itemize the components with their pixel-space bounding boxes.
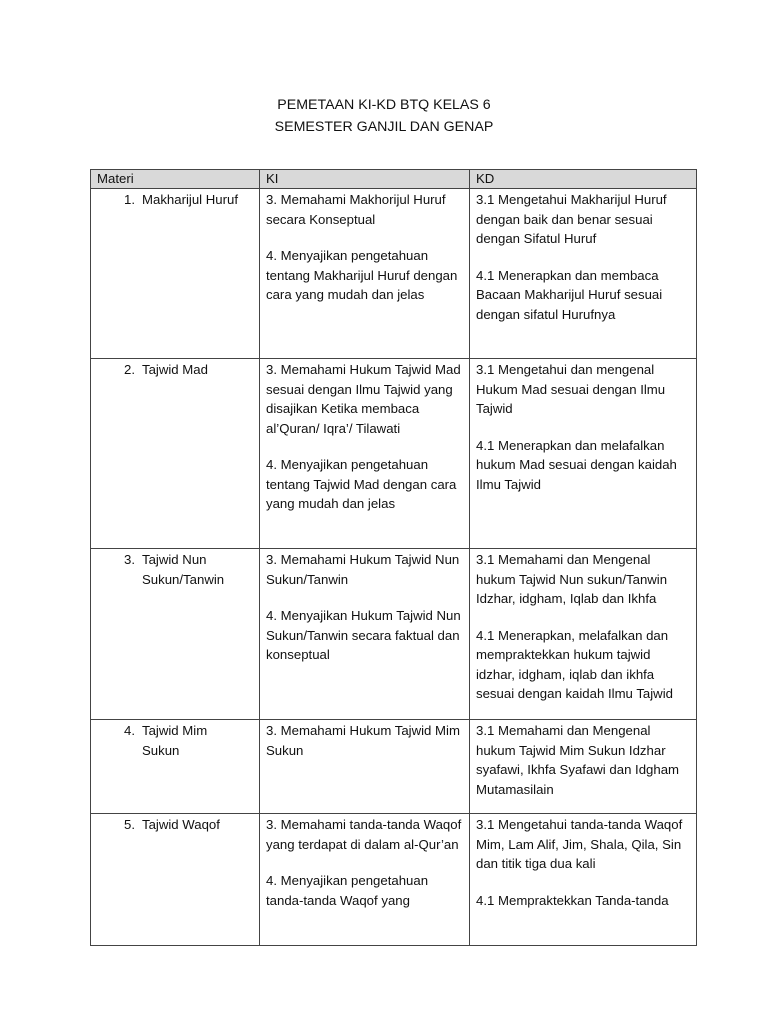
ki-cell: [260, 814, 470, 946]
ki-item: 3. Memahami Makhorijul Huruf secara Konseptual: [266, 192, 446, 227]
materi-cell: [91, 359, 260, 549]
kd-item: Mim, Lam Alif, Jim, Shala, Qila, Sin dan titik tiga dua kali: [476, 836, 682, 871]
row-number: 4.: [124, 723, 135, 738]
kd-item: 3.1 Mengetahui Makharijul Huruf dengan baik dan benar sesuai dengan Sifatul Huruf: [476, 192, 667, 246]
table-header-row: [91, 170, 697, 189]
kd-item: 4.1 Menerapkan dan melafalkan hukum Mad sesuai dengan kaidah Ilmu Tajwid: [476, 437, 677, 492]
kd-cell: [470, 189, 697, 359]
kd-cell: [470, 814, 697, 946]
ki-item: 3. Memahami Hukum Tajwid Mad sesuai dengan Ilmu Tajwid yang disajikan Ketika membaca al’Quran/ Iqra’/ Tilawati: [266, 362, 461, 436]
kd-item: 4.1 Mempraktekkan Tanda-tanda: [476, 892, 669, 908]
row-number: 1.: [124, 192, 135, 207]
header-ki: KI: [260, 170, 470, 189]
ki-item: 4. Menyajikan Hukum Tajwid Nun Sukun/Tanwin secara faktual dan konseptual: [266, 608, 461, 662]
ki-item: 3. Memahami Hukum Tajwid Mim Sukun: [266, 723, 460, 758]
materi-name: Tajwid Mim Sukun: [142, 723, 208, 758]
kd-item: 3.1 Mengetahui dan mengenal Hukum Mad sesuai dengan Ilmu Tajwid: [476, 362, 666, 416]
ki-item: 4. Menyajikan pengetahuan tentang Makharijul Huruf dengan cara yang mudah dan jelas: [266, 248, 458, 302]
ki-item: 3. Memahami Hukum Tajwid Nun Sukun/Tanwin: [266, 552, 460, 587]
kd-item: 3.1 Memahami dan Mengenal hukum Tajwid Nun sukun/Tanwin Idzhar, idgham, Iqlab dan Ikhfa: [476, 552, 668, 606]
kd-item: 4.1 Menerapkan dan membaca Bacaan Makharijul Huruf sesuai dengan sifatul Hurufnya: [476, 267, 663, 322]
ki-kd-table: [90, 169, 697, 946]
kd-item: 3.1 Memahami dan Mengenal hukum Tajwid Mim Sukun Idzhar syafawi, Ikhfa Syafawi dan Idgham Mutamasilain: [476, 723, 680, 797]
kd-cell: [470, 549, 697, 720]
materi-name: Tajwid Mad: [142, 362, 208, 377]
ki-cell: [260, 359, 470, 549]
table-row: [91, 720, 697, 814]
ki-item: 4. Menyajikan pengetahuan tentang Tajwid Mad dengan cara yang mudah dan jelas: [266, 457, 457, 511]
kd-item: 3.1 Mengetahui tanda-tanda Waqof: [476, 817, 683, 832]
ki-cell: [260, 720, 470, 814]
table-row: [91, 549, 697, 720]
materi-cell: [91, 720, 260, 814]
ki-item: 3. Memahami tanda-tanda Waqof yang terdapat di dalam al-Qur’an: [266, 817, 462, 852]
row-number: 5.: [124, 817, 135, 832]
kd-cell: [470, 720, 697, 814]
ki-cell: [260, 189, 470, 359]
kd-item: 4.1 Menerapkan, melafalkan dan mempraktekkan hukum tajwid idzhar, idgham, iqlab dan ikhfa sesuai dengan kaidah Ilmu Tajwid: [476, 627, 673, 701]
ki-item: 4. Menyajikan pengetahuan tanda-tanda Waqof yang: [266, 873, 429, 908]
header-materi: Materi: [91, 170, 260, 189]
row-number: 2.: [124, 362, 135, 377]
ki-cell: [260, 549, 470, 720]
title-line-2: SEMESTER GANJIL DAN GENAP: [274, 119, 494, 135]
materi-cell: [91, 189, 260, 359]
table-row: [91, 814, 697, 946]
materi-name: Tajwid Waqof: [142, 817, 220, 832]
table-row: [91, 359, 697, 549]
header-kd: KD: [470, 170, 697, 189]
kd-cell: [470, 359, 697, 549]
materi-name: Makharijul Huruf: [142, 192, 239, 207]
table-row: [91, 189, 697, 359]
materi-name: Tajwid Nun Sukun/Tanwin: [142, 552, 225, 587]
materi-cell: [91, 814, 260, 946]
row-number: 3.: [124, 552, 135, 567]
title-line-1: PEMETAAN KI-KD BTQ KELAS 6: [277, 97, 491, 113]
document-title: [0, 94, 768, 138]
materi-cell: [91, 549, 260, 720]
